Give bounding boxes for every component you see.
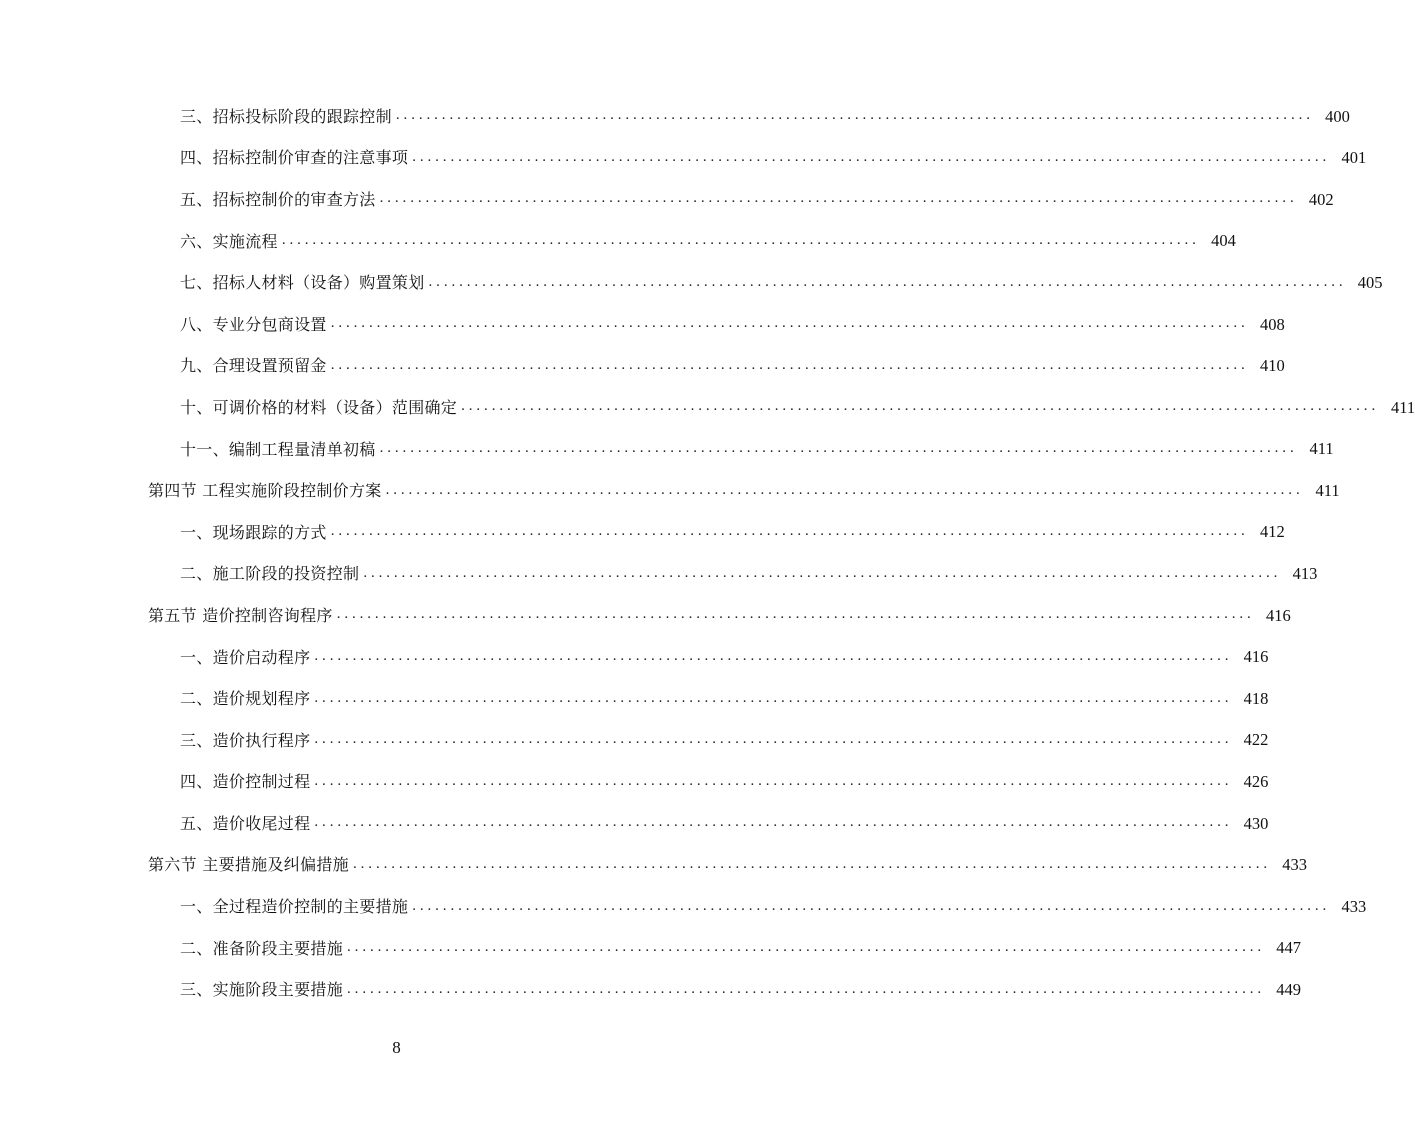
toc-leader-dots: ........................................................................................................................ — [314, 772, 1233, 789]
toc-entry-page: 433 — [1341, 896, 1367, 916]
toc-leader-dots: ........................................................................................................................ — [281, 232, 1200, 249]
toc-entry-title: 第四节 工程实施阶段控制价方案 — [148, 481, 382, 501]
toc-entry[interactable] — [0, 969, 1302, 1011]
toc-leader-dots: ........................................................................................................................ — [428, 273, 1347, 290]
toc-leader-dots: ........................................................................................................................ — [314, 648, 1233, 665]
toc-entry-page: 411 — [1315, 480, 1340, 500]
toc-entry[interactable] — [0, 262, 1383, 304]
toc-leader-dots: ........................................................................................................................ — [347, 980, 1266, 997]
toc-leader-dots: ........................................................................................................................ — [347, 939, 1266, 956]
toc-entry-title: 二、准备阶段主要措施 — [180, 938, 344, 958]
toc-entry-title: 一、现场跟踪的方式 — [180, 522, 327, 542]
toc-entry[interactable] — [0, 720, 1269, 762]
toc-entry-title: 三、招标投标阶段的跟踪控制 — [180, 106, 392, 126]
toc-entry-title: 六、实施流程 — [180, 231, 278, 251]
toc-leader-dots: ........................................................................................................................ — [314, 814, 1233, 831]
page-number: 8 — [392, 1038, 401, 1057]
toc-entry-page: 405 — [1357, 272, 1383, 292]
toc-entry-title: 四、招标控制价审查的注意事项 — [180, 148, 409, 168]
toc-entry[interactable] — [0, 554, 1318, 596]
toc-entry-page: 416 — [1243, 647, 1269, 667]
toc-leader-dots: ........................................................................................................................ — [336, 606, 1255, 623]
toc-entry-page: 426 — [1243, 772, 1269, 792]
toc-entry-title: 五、造价收尾过程 — [180, 813, 311, 833]
toc-entry-title: 一、全过程造价控制的主要措施 — [180, 897, 409, 917]
toc-entry-title: 一、造价启动程序 — [180, 647, 311, 667]
toc-entry[interactable] — [0, 221, 1236, 263]
toc-entry-page: 400 — [1325, 106, 1350, 126]
toc-leader-dots: ........................................................................................................................ — [395, 107, 1314, 124]
toc-entry[interactable] — [0, 387, 1415, 429]
toc-entry-page: 447 — [1276, 938, 1302, 958]
toc-entry[interactable] — [0, 96, 1350, 138]
toc-section-entry[interactable] — [0, 845, 1307, 887]
toc-entry[interactable] — [0, 512, 1285, 554]
toc-entry-page: 412 — [1259, 522, 1285, 542]
toc-entry-title: 十一、编制工程量清单初稿 — [180, 439, 376, 459]
toc-leader-dots: ........................................................................................................................ — [379, 190, 1298, 207]
toc-leader-dots: ........................................................................................................................ — [314, 689, 1233, 706]
table-of-contents — [0, 96, 1415, 1011]
toc-leader-dots: ........................................................................................................................ — [353, 855, 1271, 872]
toc-entry-title: 第五节 造价控制咨询程序 — [148, 605, 333, 625]
toc-entry[interactable] — [0, 346, 1285, 388]
toc-entry-title: 五、招标控制价的审查方法 — [180, 189, 376, 209]
toc-entry-title: 十、可调价格的材料（设备）范围确定 — [180, 397, 458, 417]
toc-entry[interactable] — [0, 886, 1367, 928]
toc-entry[interactable] — [0, 762, 1269, 804]
toc-entry-page: 402 — [1308, 189, 1334, 209]
toc-leader-dots: ........................................................................................................................ — [314, 731, 1233, 748]
toc-entry[interactable] — [0, 138, 1367, 180]
toc-entry-page: 410 — [1259, 356, 1285, 376]
toc-entry-page: 408 — [1259, 314, 1285, 334]
toc-entry-page: 433 — [1282, 855, 1307, 875]
toc-section-entry[interactable] — [0, 470, 1340, 512]
toc-entry-title: 七、招标人材料（设备）购置策划 — [180, 273, 425, 293]
toc-leader-dots: ........................................................................................................................ — [412, 148, 1331, 165]
toc-leader-dots: ........................................................................................................................ — [385, 481, 1304, 498]
toc-entry-title: 第六节 主要措施及纠偏措施 — [148, 855, 349, 875]
toc-entry-page: 422 — [1243, 730, 1269, 750]
toc-entry[interactable] — [0, 429, 1334, 471]
toc-entry[interactable] — [0, 678, 1269, 720]
toc-entry-title: 二、造价规划程序 — [180, 689, 311, 709]
toc-entry-page: 404 — [1211, 231, 1236, 251]
toc-leader-dots: ........................................................................................................................ — [379, 440, 1298, 457]
toc-entry[interactable] — [0, 803, 1269, 845]
toc-entry-title: 九、合理设置预留金 — [180, 356, 327, 376]
toc-entry[interactable] — [0, 637, 1269, 679]
toc-leader-dots: ........................................................................................................................ — [330, 356, 1249, 373]
toc-leader-dots: ........................................................................................................................ — [330, 315, 1249, 332]
toc-entry-page: 411 — [1390, 397, 1415, 417]
toc-entry-title: 二、施工阶段的投资控制 — [180, 564, 360, 584]
toc-entry-page: 411 — [1309, 439, 1334, 459]
toc-entry-page: 430 — [1243, 813, 1269, 833]
toc-entry[interactable] — [0, 928, 1302, 970]
toc-entry-page: 416 — [1265, 605, 1291, 625]
toc-entry-page: 418 — [1243, 688, 1269, 708]
toc-leader-dots: ........................................................................................................................ — [461, 398, 1380, 415]
toc-leader-dots: ........................................................................................................................ — [412, 897, 1331, 914]
toc-entry-title: 四、造价控制过程 — [180, 772, 311, 792]
toc-entry[interactable] — [0, 179, 1334, 221]
toc-leader-dots: ........................................................................................................................ — [330, 523, 1249, 540]
toc-entry-page: 413 — [1292, 564, 1318, 584]
toc-leader-dots: ........................................................................................................................ — [363, 564, 1282, 581]
toc-entry-page: 401 — [1341, 148, 1367, 168]
toc-entry-title: 八、专业分包商设置 — [180, 314, 327, 334]
toc-section-entry[interactable] — [0, 595, 1291, 637]
toc-entry-title: 三、实施阶段主要措施 — [180, 980, 344, 1000]
toc-entry[interactable] — [0, 304, 1285, 346]
toc-entry-title: 三、造价执行程序 — [180, 730, 311, 750]
toc-entry-page: 449 — [1276, 980, 1302, 1000]
